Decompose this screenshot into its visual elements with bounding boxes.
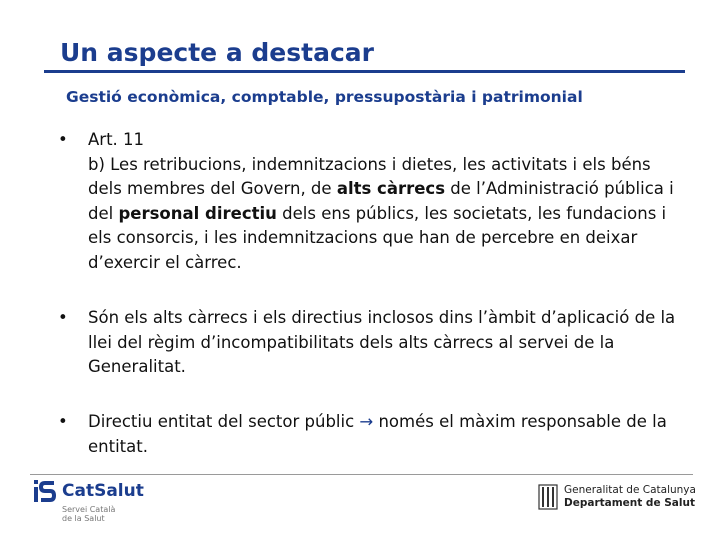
- text-span: dels ens públics, les societats, les fundacions i els consorcis, i les indemnitzacions que han de percebre en deixar d’exercir el càrrec.: [88, 203, 667, 272]
- bullet-text: [88, 410, 688, 459]
- slide-title: Un aspecte a destacar: [60, 38, 374, 67]
- article-label: Art. 11: [88, 130, 145, 149]
- slide-subtitle: Gestió econòmica, comptable, pressupostària i patrimonial: [66, 88, 583, 106]
- bold-term-alts-carrecs: alts càrrecs: [336, 179, 446, 199]
- bullet-text: [88, 128, 688, 276]
- right-arrow-icon: →: [359, 412, 374, 431]
- catsalut-sub-line: de la Salut: [62, 514, 105, 523]
- text-span: b) Les retribucions, indemnitzacions i dietes, les activitats i els béns dels membres del Govern, de: [88, 154, 651, 199]
- generalitat-name: Generalitat de Catalunya: [564, 484, 696, 496]
- catsalut-sub-line: Servei Català: [62, 505, 116, 514]
- department-name: Departament de Salut: [564, 497, 695, 509]
- generalitat-logo-icon: [538, 484, 558, 510]
- generalitat-logo: [538, 484, 698, 512]
- bullet-text: Són els alts càrrecs i els directius inclosos dins l’àmbit d’aplicació de la llei del règim d’incompatibilitats dels alts càrrecs al servei de la Generalitat.: [88, 308, 676, 377]
- bullet-item-directiu: [58, 410, 688, 459]
- bullet-dot: •: [58, 412, 68, 431]
- catsalut-name: CatSalut: [62, 481, 144, 501]
- article-body: [88, 153, 688, 276]
- catsalut-logo-icon: [32, 478, 58, 504]
- bullet-item-alts-carrecs: [58, 306, 688, 380]
- text-span: Directiu entitat del sector públic: [88, 412, 360, 431]
- bullet-dot: •: [58, 308, 68, 327]
- title-underline: [44, 70, 685, 73]
- catsalut-subtitle: [62, 505, 115, 523]
- text-span: només el màxim responsable de la entitat.: [88, 412, 667, 456]
- footer-divider: [30, 474, 693, 475]
- text-span: de l’Administració pública i del: [88, 179, 674, 223]
- bold-term-personal-directiu: personal directiu: [118, 203, 277, 223]
- catsalut-logo: [32, 478, 172, 526]
- bullet-dot: •: [58, 130, 68, 149]
- bullet-item-art11: [58, 128, 688, 276]
